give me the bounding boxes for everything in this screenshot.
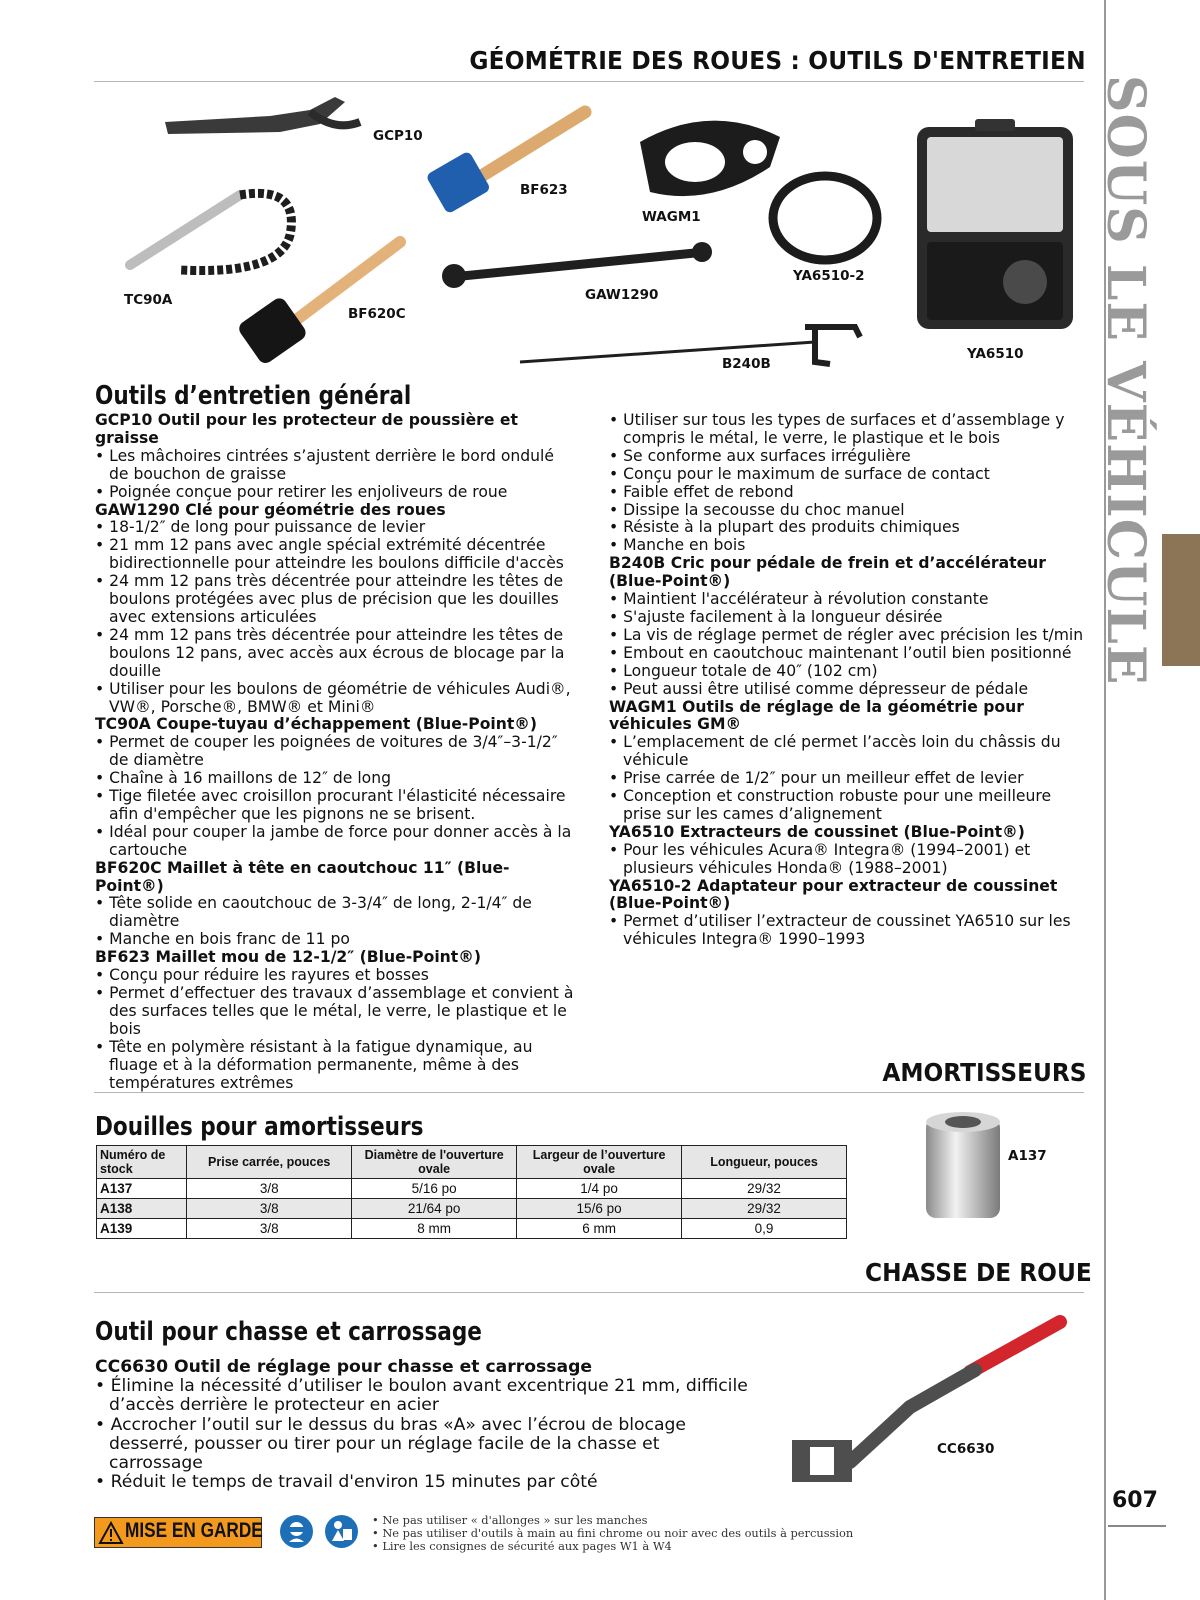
- a137-image: [918, 1108, 1008, 1228]
- bullet-item: • Conçu pour le maximum de surface de contact: [609, 466, 1089, 484]
- caster-heading: Outil pour chasse et carrossage: [95, 1317, 482, 1347]
- table-row: [97, 1219, 847, 1239]
- gcp10-image: [160, 92, 380, 152]
- column-header: Diamètre de l'ouverture ovale: [352, 1146, 517, 1179]
- ya6510-2-image: [765, 168, 885, 268]
- eye-protection-icon: [280, 1515, 313, 1548]
- side-title: SOUS LE VÉHICULE: [1095, 75, 1156, 686]
- product-title: YA6510 Extracteurs de coussinet (Blue-Point®): [609, 822, 1025, 841]
- table-cell: 5/16 po: [352, 1179, 517, 1199]
- table-cell: A138: [97, 1199, 187, 1219]
- bullet-item: • 21 mm 12 pans avec angle spécial extrémité décentrée bidirectionnelle pour atteindre les boulons difficile d'accès: [95, 537, 575, 573]
- bullet-item: • Maintient l'accélérateur à révolution constante: [609, 591, 1089, 609]
- label-bf620c: BF620C: [348, 306, 406, 322]
- bullet-item: • L’emplacement de clé permet l’accès loin du châssis du véhicule: [609, 734, 1089, 770]
- label-tc90a: TC90A: [124, 292, 173, 308]
- socket-table: [96, 1145, 847, 1239]
- bullet-item: • Tête en polymère résistant à la fatigue dynamique, au fluage et à la déformation permanente, même à des températures extrêmes: [95, 1039, 575, 1093]
- general-left-column: [95, 412, 575, 1092]
- label-gaw1290: GAW1290: [585, 287, 659, 303]
- page-number-rule: [1108, 1525, 1166, 1527]
- table-cell: 8 mm: [352, 1219, 517, 1239]
- bullet-item: • 18-1/2″ de long pour puissance de levier: [95, 519, 575, 537]
- safety-note: • Ne pas utiliser « d'allonges » sur les manches: [372, 1513, 648, 1527]
- bullet-item: • Permet d’effectuer des travaux d’assemblage et convient à des surfaces telles que le métal, le verre, le plastique et le bois: [95, 985, 575, 1039]
- table-cell: 0,9: [682, 1219, 847, 1239]
- label-ya6510: YA6510: [967, 346, 1024, 362]
- bullet-item: • Tête solide en caoutchouc de 3-3/4″ de long, 2-1/4″ de diamètre: [95, 895, 575, 931]
- bf620c-image: [240, 232, 410, 372]
- label-bf623: BF623: [520, 182, 568, 198]
- bf623-image: [425, 100, 605, 230]
- product-title: GCP10 Outil pour les protecteur de poussière et graisse: [95, 411, 518, 447]
- safety-notes: [372, 1514, 853, 1553]
- table-cell: 3/8: [187, 1179, 352, 1199]
- side-title-container: [1095, 75, 1156, 805]
- label-wagm1: WAGM1: [642, 209, 701, 225]
- bullet-item: • Chaîne à 16 maillons de 12″ de long: [95, 770, 575, 788]
- product-title: BF623 Maillet mou de 12-1/2″ (Blue-Point®): [95, 948, 481, 967]
- warning-badge: [94, 1517, 262, 1548]
- table-cell: A137: [97, 1179, 187, 1199]
- column-header: Numéro de stock: [97, 1146, 187, 1179]
- safety-note: • Lire les consignes de sécurité aux pages W1 à W4: [372, 1539, 672, 1553]
- label-b240b: B240B: [722, 356, 771, 372]
- general-right-column: [609, 412, 1089, 949]
- page-title: GÉOMÉTRIE DES ROUES : OUTILS D'ENTRETIEN: [469, 46, 1086, 75]
- bullet-item: • Manche en bois franc de 11 po: [95, 931, 575, 949]
- header-divider: [94, 81, 1084, 82]
- bullet-item: • S'ajuste facilement à la longueur désirée: [609, 609, 1089, 627]
- bullet-item: • Permet d’utiliser l’extracteur de coussinet YA6510 sur les véhicules Integra® 1990–1993: [609, 913, 1089, 949]
- label-a137: A137: [1008, 1148, 1047, 1164]
- product-title: CC6630 Outil de réglage pour chasse et carrossage: [95, 1357, 593, 1377]
- product-title: B240B Cric pour pédale de frein et d’accélérateur (Blue-Point®): [609, 554, 1046, 591]
- table-cell: 6 mm: [517, 1219, 682, 1239]
- table-cell: A139: [97, 1219, 187, 1239]
- bullet-item: • Permet de couper les poignées de voitures de 3/4″–3-1/2″ de diamètre: [95, 734, 575, 770]
- ya6510-image: [915, 117, 1075, 332]
- product-title: GAW1290 Clé pour géométrie des roues: [95, 500, 446, 519]
- category-chasse-de-roue: CHASSE DE ROUE: [865, 1258, 1092, 1287]
- product-title: YA6510-2 Adaptateur pour extracteur de coussinet (Blue-Point®): [609, 876, 1058, 913]
- product-title: TC90A Coupe-tuyau d’échappement (Blue-Point®): [95, 715, 538, 734]
- chasse-divider: [94, 1292, 1084, 1293]
- cc6630-image: [790, 1312, 1080, 1492]
- amortisseurs-divider: [94, 1092, 1084, 1093]
- bullet-item: • Dissipe la secousse du choc manuel: [609, 502, 1089, 520]
- b240b-image: [515, 322, 875, 372]
- bullet-item: • Manche en bois: [609, 537, 1089, 555]
- bullet-item: • La vis de réglage permet de régler avec précision les t/min: [609, 627, 1089, 645]
- bullet-item: • Peut aussi être utilisé comme dépresseur de pédale: [609, 681, 1089, 699]
- bullet-item: • Idéal pour couper la jambe de force pour donner accès à la cartouche: [95, 824, 575, 860]
- table-cell: 21/64 po: [352, 1199, 517, 1219]
- bullet-item: • Accrocher l’outil sur le dessus du bras «A» avec l’écrou de blocage desserré, pousser ou tirer pour un réglage facile de la chasse et carrossage: [95, 1416, 755, 1474]
- page-number: 607: [1112, 1488, 1158, 1513]
- bullet-item: • Conception et construction robuste pour une meilleure prise sur les cames d’alignement: [609, 788, 1089, 824]
- caster-text: [95, 1358, 755, 1492]
- column-header: Longueur, pouces: [682, 1146, 847, 1179]
- general-heading: Outils d’entretien général: [95, 381, 412, 411]
- bullet-item: • 24 mm 12 pans très décentrée pour atteindre les têtes de boulons protégées avec plus de précision que les douilles avec extensions articulées: [95, 573, 575, 627]
- bullet-item: • Faible effet de rebond: [609, 484, 1089, 502]
- read-manual-icon: [325, 1515, 358, 1548]
- bullet-item: • Tige filetée avec croisillon procurant l'élasticité nécessaire afin d'empêcher que les pignons ne se brisent.: [95, 788, 575, 824]
- bullet-item: • Poignée conçue pour retirer les enjoliveurs de roue: [95, 484, 575, 502]
- safety-note: • Ne pas utiliser d'outils à main au fini chrome ou noir avec des outils à percussion: [372, 1526, 854, 1540]
- label-gcp10: GCP10: [373, 128, 423, 144]
- table-cell: 3/8: [187, 1219, 352, 1239]
- warning-label: MISE EN GARDE: [125, 1519, 263, 1542]
- table-row: [97, 1199, 847, 1219]
- bullet-item: • Utiliser pour les boulons de géométrie de véhicules Audi®, VW®, Porsche®, BMW® et Mini®: [95, 681, 575, 717]
- bullet-item: • Utiliser sur tous les types de surfaces et d’assemblage y compris le métal, le verre, le plastique et le bois: [609, 412, 1089, 448]
- bullet-item: • Les mâchoires cintrées s’ajustent derrière le bord ondulé de bouchon de graisse: [95, 448, 575, 484]
- table-cell: 1/4 po: [517, 1179, 682, 1199]
- gaw1290-image: [440, 242, 720, 312]
- bullet-item: • Se conforme aux surfaces irrégulière: [609, 448, 1089, 466]
- section-tab: [1162, 534, 1200, 666]
- label-cc6630: CC6630: [937, 1441, 995, 1457]
- product-title: WAGM1 Outils de réglage de la géométrie pour véhicules GM®: [609, 697, 1024, 734]
- table-header-row: [97, 1146, 847, 1179]
- category-amortisseurs: AMORTISSEURS: [881, 1058, 1086, 1087]
- bullet-item: • Conçu pour réduire les rayures et bosses: [95, 967, 575, 985]
- bullet-item: • Élimine la nécessité d’utiliser le boulon avant excentrique 21 mm, difficile d’accès derrière le protecteur en acier: [95, 1377, 755, 1415]
- bullet-item: • Embout en caoutchouc maintenant l’outil bien positionné: [609, 645, 1089, 663]
- column-header: Largeur de l’ouverture ovale: [517, 1146, 682, 1179]
- table-cell: 29/32: [682, 1199, 847, 1219]
- bullet-item: • 24 mm 12 pans très décentrée pour atteindre les têtes de boulons 12 pans, avec accès aux écrous de blocage par la douille: [95, 627, 575, 681]
- label-ya6510-2: YA6510-2: [793, 268, 865, 284]
- table-cell: 15/6 po: [517, 1199, 682, 1219]
- bullet-item: • Réduit le temps de travail d'environ 15 minutes par côté: [95, 1473, 755, 1492]
- bullet-item: • Résiste à la plupart des produits chimiques: [609, 519, 1089, 537]
- bullet-item: • Prise carrée de 1/2″ pour un meilleur effet de levier: [609, 770, 1089, 788]
- warning-triangle-icon: [99, 1522, 123, 1544]
- product-title: BF620C Maillet à tête en caoutchouc 11″ (Blue-Point®): [95, 858, 510, 895]
- table-cell: 29/32: [682, 1179, 847, 1199]
- shocks-heading: Douilles pour amortisseurs: [95, 1112, 424, 1142]
- table-row: [97, 1179, 847, 1199]
- table-cell: 3/8: [187, 1199, 352, 1219]
- column-header: Prise carrée, pouces: [187, 1146, 352, 1179]
- bullet-item: • Pour les véhicules Acura® Integra® (1994–2001) et plusieurs véhicules Honda® (1988–2001): [609, 842, 1089, 878]
- bullet-item: • Longueur totale de 40″ (102 cm): [609, 663, 1089, 681]
